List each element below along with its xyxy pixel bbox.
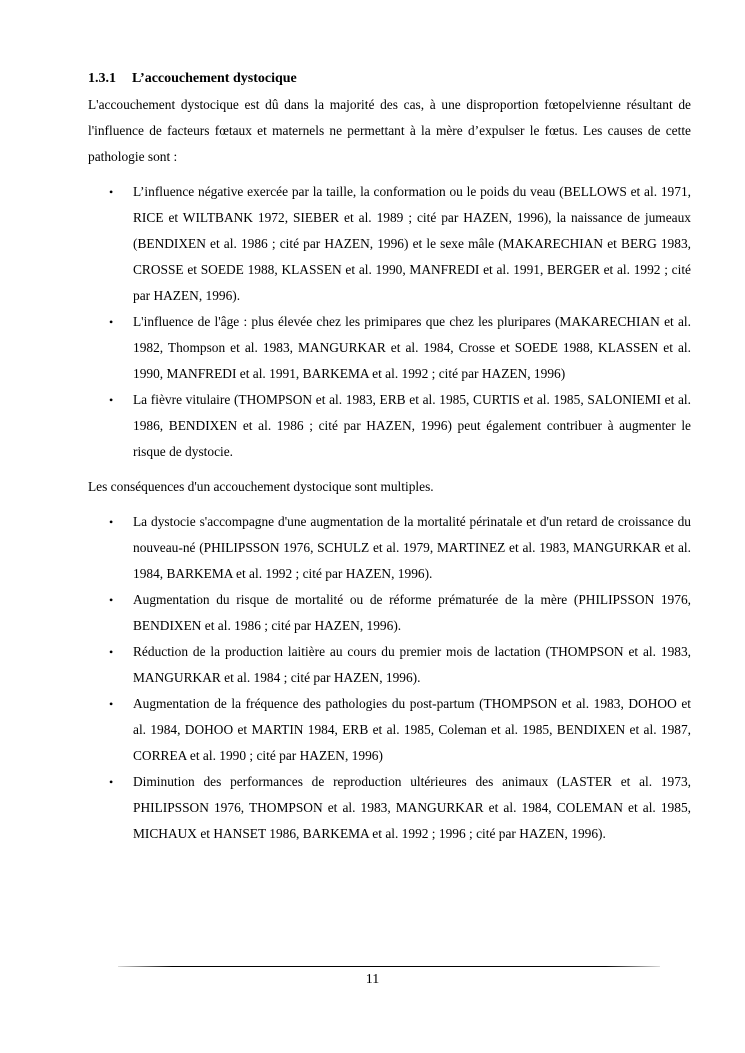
bullet-icon: • xyxy=(109,775,114,789)
consequence-item xyxy=(88,639,691,691)
bullet-icon: • xyxy=(109,645,114,659)
page-number: 11 xyxy=(365,972,380,987)
consequence-item xyxy=(88,587,691,639)
document-page xyxy=(88,66,691,847)
consequence-text: La dystocie s'accompagne d'une augmentation de la mortalité périnatale et d'un retard de croissance du nouveau-né (PHILIPSSON 1976, SCHULZ et al. 1979, MARTINEZ et al. 1983, MANGURKAR et al. 1984, BARKEMA et al. 1992 ; cité par HAZEN, 1996). xyxy=(133,514,691,581)
footer-divider xyxy=(118,966,660,967)
bullet-icon: • xyxy=(109,393,114,407)
consequence-text: Augmentation du risque de mortalité ou de réforme prématurée de la mère (PHILIPSSON 1976, BENDIXEN et al. 1986 ; cité par HAZEN, 1996). xyxy=(133,592,691,633)
consequences-intro: Les conséquences d'un accouchement dystocique sont multiples. xyxy=(88,479,434,494)
cause-item xyxy=(88,179,691,309)
cause-text: L'influence de l'âge : plus élevée chez les primipares que chez les pluripares (MAKARECHIAN et al. 1982, Thompson et al. 1983, MANGURKAR et al. 1984, Crosse et SOEDE 1988, KLASSEN et al. 1990, MANFREDI et al. 1991, BARKEMA et al. 1992 ; cité par HAZEN, 1996) xyxy=(133,314,691,381)
cause-text: La fièvre vitulaire (THOMPSON et al. 1983, ERB et al. 1985, CURTIS et al. 1985, SALONIEMI et al. 1986, BENDIXEN et al. 1986 ; cité par HAZEN, 1996) peut également contribuer à augmenter le risque de dystocie. xyxy=(133,392,691,459)
consequence-item xyxy=(88,509,691,587)
spacer xyxy=(88,465,691,474)
cause-item xyxy=(88,309,691,387)
consequence-item xyxy=(88,691,691,769)
bullet-icon: • xyxy=(109,185,114,199)
bullet-icon: • xyxy=(109,515,114,529)
cause-item xyxy=(88,387,691,465)
causes-list xyxy=(88,179,691,465)
spacer xyxy=(88,500,691,509)
consequence-item xyxy=(88,769,691,847)
consequence-text: Réduction de la production laitière au cours du premier mois de lactation (THOMPSON et al. 1983, MANGURKAR et al. 1984 ; cité par HAZEN, 1996). xyxy=(133,644,691,685)
intro-paragraph: L'accouchement dystocique est dû dans la majorité des cas, à une disproportion fœtopelvienne résultant de l'influence de facteurs fœtaux et maternels ne permettant à la mère d’expulser le fœtus. Les causes de cette pathologie sont : xyxy=(88,97,691,164)
section-number: 1.3.1 xyxy=(88,71,116,86)
bullet-icon: • xyxy=(109,697,114,711)
bullet-icon: • xyxy=(109,315,114,329)
spacer xyxy=(88,170,691,179)
cause-text: L’influence négative exercée par la taille, la conformation ou le poids du veau (BELLOWS et al. 1971, RICE et WILTBANK 1972, SIEBER et al. 1989 ; cité par HAZEN, 1996), la naissance de jumeaux (BENDIXEN et al. 1986 ; cité par HAZEN, 1996) et le sexe mâle (MAKARECHIAN et BERG 1983, CROSSE et SOEDE 1988, KLASSEN et al. 1990, MANFREDI et al. 1991, BERGER et al. 1992 ; cité par HAZEN, 1996). xyxy=(133,184,691,303)
consequences-list xyxy=(88,509,691,847)
consequence-text: Augmentation de la fréquence des pathologies du post-partum (THOMPSON et al. 1983, DOHOO et al. 1984, DOHOO et MARTIN 1984, ERB et al. 1985, Coleman et al. 1985, BENDIXEN et al. 1987, CORREA et al. 1990 ; cité par HAZEN, 1996) xyxy=(133,696,691,763)
section-heading xyxy=(88,66,691,92)
section-title: L’accouchement dystocique xyxy=(132,71,297,86)
consequence-text: Diminution des performances de reproduction ultérieures des animaux (LASTER et al. 1973, PHILIPSSON 1976, THOMPSON et al. 1983, MANGURKAR et al. 1984, COLEMAN et al. 1985, MICHAUX et HANSET 1986, BARKEMA et al. 1992 ; 1996 ; cité par HAZEN, 1996). xyxy=(133,774,691,841)
bullet-icon: • xyxy=(109,593,114,607)
